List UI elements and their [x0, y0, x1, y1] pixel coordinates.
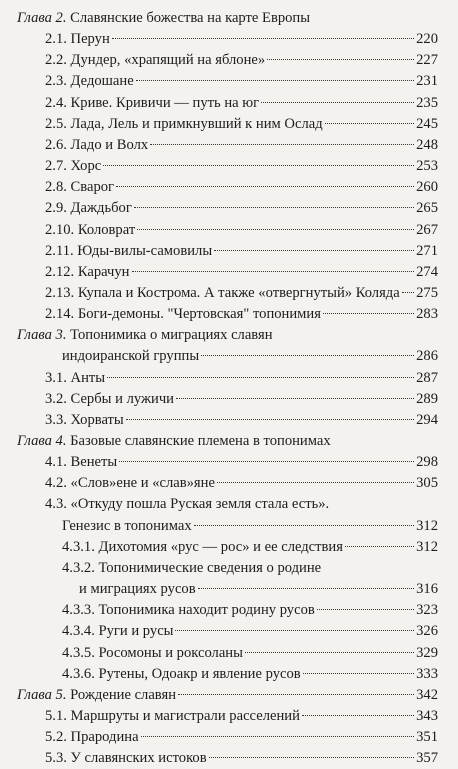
page-number: 323 — [416, 602, 438, 619]
entry-title-text: 4.3.4. Руги и русы — [62, 623, 174, 640]
page-number: 329 — [416, 644, 438, 661]
toc-row — [0, 727, 458, 748]
toc-entry — [45, 135, 438, 156]
toc-entry — [62, 346, 438, 367]
toc-row — [0, 473, 458, 494]
chapter-label: Глава 2. — [17, 10, 67, 26]
dot-leader — [116, 186, 414, 187]
entry-title-text: 2.1. Перун — [45, 31, 110, 48]
toc-entry-title — [45, 135, 148, 156]
entry-title-text: 4.3.2. Топонимические сведения о родине — [62, 559, 322, 576]
toc-entry-title — [45, 71, 134, 92]
toc-row — [0, 389, 458, 410]
toc-entry-title — [17, 325, 273, 346]
dot-leader — [103, 165, 414, 166]
toc-entry — [45, 50, 438, 71]
page-number: 265 — [416, 200, 438, 217]
dot-leader — [245, 652, 414, 653]
toc-entry-title — [45, 241, 212, 262]
entry-title-text: 3.1. Анты — [45, 369, 106, 386]
toc-entry — [45, 368, 438, 389]
dot-leader — [178, 694, 414, 695]
entry-title-text: Базовые славянские племена в топонимах — [70, 433, 331, 449]
page-number: 274 — [416, 263, 438, 280]
dot-leader — [317, 609, 414, 610]
dot-leader — [126, 419, 414, 420]
toc-entry-title — [45, 368, 105, 389]
toc-entry — [45, 304, 438, 325]
toc-entry — [17, 431, 438, 452]
toc-entry — [45, 29, 438, 50]
toc-row — [0, 643, 458, 664]
toc-row — [0, 494, 458, 515]
toc-row — [0, 93, 458, 114]
page-number: 312 — [416, 538, 438, 555]
page-number: 235 — [416, 94, 438, 111]
toc-row — [0, 114, 458, 135]
toc-entry — [45, 389, 438, 410]
dot-leader — [217, 482, 414, 483]
entry-title-text: 5.3. У славянских истоков — [45, 750, 207, 767]
toc-row — [0, 706, 458, 727]
entry-title-text: индоиранской группы — [62, 348, 200, 365]
entry-title-text: 2.9. Даждьбог — [45, 200, 132, 217]
toc-row — [0, 452, 458, 473]
entry-title-text: 2.5. Лада, Лель и примкнувший к ним Ослад — [45, 115, 323, 132]
entry-title-text: 2.12. Карачун — [45, 263, 130, 280]
entry-title-text: 3.2. Сербы и лужичи — [45, 390, 174, 407]
page-number: 283 — [416, 306, 438, 323]
entry-title-text: 2.3. Дедошане — [45, 73, 134, 90]
entry-title-text: 4.3.1. Дихотомия «рус — рос» и ее следствия — [62, 538, 343, 555]
dot-leader — [402, 292, 414, 293]
entry-title-text: Славянские божества на карте Европы — [70, 10, 311, 26]
toc-entry — [45, 283, 438, 304]
toc-entry-title — [62, 664, 301, 685]
toc-entry — [45, 494, 438, 515]
toc-entry-title — [45, 494, 329, 515]
dot-leader — [323, 313, 414, 314]
toc-entry — [17, 325, 438, 346]
page-number: 286 — [416, 348, 438, 365]
toc-entry-title — [45, 177, 114, 198]
page-number: 271 — [416, 242, 438, 259]
entry-title-text: 2.6. Ладо и Волх — [45, 136, 149, 153]
entry-title-text: 2.10. Коловрат — [45, 221, 136, 238]
toc-chapter-row — [0, 431, 458, 452]
toc-entry — [62, 537, 438, 558]
toc-row — [0, 600, 458, 621]
toc-entry — [45, 220, 438, 241]
toc-entry — [45, 410, 438, 431]
page-number: 253 — [416, 158, 438, 175]
dot-leader — [119, 461, 414, 462]
toc-entry-title — [45, 410, 124, 431]
page-number: 316 — [416, 581, 438, 598]
toc-entry-title — [62, 558, 321, 579]
toc-entry — [17, 8, 438, 29]
entry-title-text: 4.3.5. Росомоны и роксоланы — [62, 644, 243, 661]
toc-entry-title — [45, 198, 132, 219]
toc-entry-title — [45, 748, 207, 769]
dot-leader — [175, 630, 414, 631]
toc-row — [0, 29, 458, 50]
dot-leader — [194, 525, 414, 526]
page-number: 342 — [416, 686, 438, 703]
dot-leader — [214, 250, 414, 251]
toc-entry-title — [17, 431, 331, 452]
dot-leader — [136, 80, 414, 81]
toc-entry — [45, 473, 438, 494]
dot-leader — [261, 102, 414, 103]
dot-leader — [345, 546, 414, 547]
toc-entry-title — [45, 114, 323, 135]
page-number: 220 — [416, 31, 438, 48]
toc-entry — [45, 706, 438, 727]
chapter-label: Глава 5. — [17, 686, 67, 703]
toc-entry-title — [45, 389, 174, 410]
entry-title-text: 4.1. Венеты — [45, 454, 118, 471]
toc-entry — [45, 177, 438, 198]
toc-row — [0, 156, 458, 177]
toc-entry-title — [62, 516, 192, 537]
toc-row — [0, 516, 458, 537]
toc-entry-title — [45, 452, 117, 473]
dot-leader — [134, 207, 414, 208]
dot-leader — [141, 736, 415, 737]
toc-entry-title — [62, 621, 173, 642]
entry-title-text: 3.3. Хорваты — [45, 411, 124, 428]
toc-entry-title — [17, 8, 310, 29]
toc-entry-title — [45, 262, 130, 283]
toc-row — [0, 177, 458, 198]
toc-row — [0, 346, 458, 367]
toc-row — [0, 262, 458, 283]
entry-title-text: 4.2. «Слов»ене и «слав»яне — [45, 475, 215, 492]
toc-entry — [17, 685, 438, 706]
page-number: 289 — [416, 390, 438, 407]
entry-title-text: Топонимика о миграциях славян — [70, 327, 273, 344]
page-number: 248 — [416, 136, 438, 153]
toc-entry — [45, 156, 438, 177]
toc-chapter-row — [0, 685, 458, 706]
toc-entry-title — [62, 643, 243, 664]
toc-entry — [45, 262, 438, 283]
page-number: 333 — [416, 665, 438, 682]
entry-title-text: 2.13. Купала и Кострома. А также «отвергнутый» Коляда — [45, 284, 400, 301]
entry-title-text: 2.4. Криве. Кривичи — путь на юг — [45, 94, 260, 111]
toc-entry-title — [45, 29, 110, 50]
entry-title-text: 5.2. Прародина — [45, 729, 139, 746]
toc-row — [0, 220, 458, 241]
entry-title-text: 2.2. Дундер, «храпящий на яблоне» — [45, 52, 266, 69]
dot-leader — [137, 229, 414, 230]
dot-leader — [209, 757, 415, 758]
entry-title-text: 4.3.3. Топонимика находит родину русов — [62, 602, 315, 619]
entry-title-text: Генезис в топонимах — [62, 517, 192, 534]
toc-row — [0, 579, 458, 600]
toc-entry-title — [45, 727, 139, 748]
toc-entry-title — [17, 685, 176, 706]
toc-entry — [62, 621, 438, 642]
page-number: 312 — [416, 517, 438, 534]
toc-chapter-row — [0, 8, 458, 29]
dot-leader — [325, 123, 414, 124]
toc-chapter-row — [0, 325, 458, 346]
toc-entry — [45, 198, 438, 219]
toc-row — [0, 664, 458, 685]
dot-leader — [112, 38, 414, 39]
toc-entry — [45, 93, 438, 114]
toc-entry-title — [79, 579, 196, 600]
toc-entry-title — [62, 600, 315, 621]
page-number: 245 — [416, 115, 438, 132]
toc-entry — [79, 579, 438, 600]
toc-row — [0, 368, 458, 389]
toc-entry-title — [45, 304, 321, 325]
dot-leader — [267, 59, 414, 60]
entry-title-text: 5.1. Маршруты и магистрали расселений — [45, 707, 300, 724]
entry-title-text: Рождение славян — [70, 686, 177, 703]
page-number: 275 — [416, 284, 438, 301]
dot-leader — [303, 673, 414, 674]
toc-entry-title — [45, 50, 265, 71]
toc-entry-title — [45, 473, 215, 494]
dot-leader — [150, 144, 414, 145]
toc-row — [0, 135, 458, 156]
toc-entry-title — [45, 283, 400, 304]
toc-entry — [62, 600, 438, 621]
toc-row — [0, 621, 458, 642]
page-number: 298 — [416, 454, 438, 471]
toc-row — [0, 283, 458, 304]
toc-row — [0, 50, 458, 71]
entry-title-text: 4.3. «Откуду пошла Руская земля стала есть». — [45, 496, 330, 513]
toc-row — [0, 537, 458, 558]
toc-entry-title — [45, 220, 135, 241]
dot-leader — [132, 271, 415, 272]
page-number: 227 — [416, 52, 438, 69]
toc-row — [0, 198, 458, 219]
toc-entry — [62, 664, 438, 685]
toc-row — [0, 304, 458, 325]
dot-leader — [107, 377, 414, 378]
page-number: 231 — [416, 73, 438, 90]
entry-title-text: 4.3.6. Рутены, Одоакр и явление русов — [62, 665, 301, 682]
dot-leader — [198, 588, 415, 589]
chapter-label: Глава 3. — [17, 327, 67, 344]
toc-row — [0, 71, 458, 92]
toc-entry-title — [62, 537, 343, 558]
toc-entry — [62, 516, 438, 537]
chapter-label: Глава 4. — [17, 433, 67, 449]
page-number: 351 — [416, 729, 438, 746]
page-number: 267 — [416, 221, 438, 238]
entry-title-text: 2.8. Сварог — [45, 179, 115, 196]
page-number: 357 — [416, 750, 438, 767]
dot-leader — [302, 715, 414, 716]
toc-row — [0, 241, 458, 262]
toc-entry-title — [45, 93, 259, 114]
toc-entry — [45, 748, 438, 769]
page-number: 260 — [416, 179, 438, 196]
toc-row — [0, 410, 458, 431]
toc-entry-title — [45, 706, 300, 727]
toc-row — [0, 558, 458, 579]
dot-leader — [176, 398, 414, 399]
dot-leader — [201, 355, 414, 356]
toc-entry — [45, 114, 438, 135]
entry-title-text: 2.7. Хорс — [45, 158, 102, 175]
page-number: 343 — [416, 707, 438, 724]
page-number: 326 — [416, 623, 438, 640]
page-number: 294 — [416, 411, 438, 428]
toc-entry-title — [45, 156, 101, 177]
toc-entry — [45, 727, 438, 748]
toc-entry — [62, 558, 438, 579]
entry-title-text: 2.14. Боги-демоны. "Чертовская" топонимия — [45, 306, 321, 323]
toc-entry-title — [62, 346, 199, 367]
entry-title-text: 2.11. Юды-вилы-самовилы — [45, 242, 213, 259]
toc-entry — [62, 643, 438, 664]
entry-title-text: и миграциях русов — [79, 581, 196, 598]
page-number: 305 — [416, 475, 438, 492]
toc-entry — [45, 452, 438, 473]
toc-entry — [45, 71, 438, 92]
toc-row — [0, 748, 458, 769]
toc-entry — [45, 241, 438, 262]
page-number: 287 — [416, 369, 438, 386]
